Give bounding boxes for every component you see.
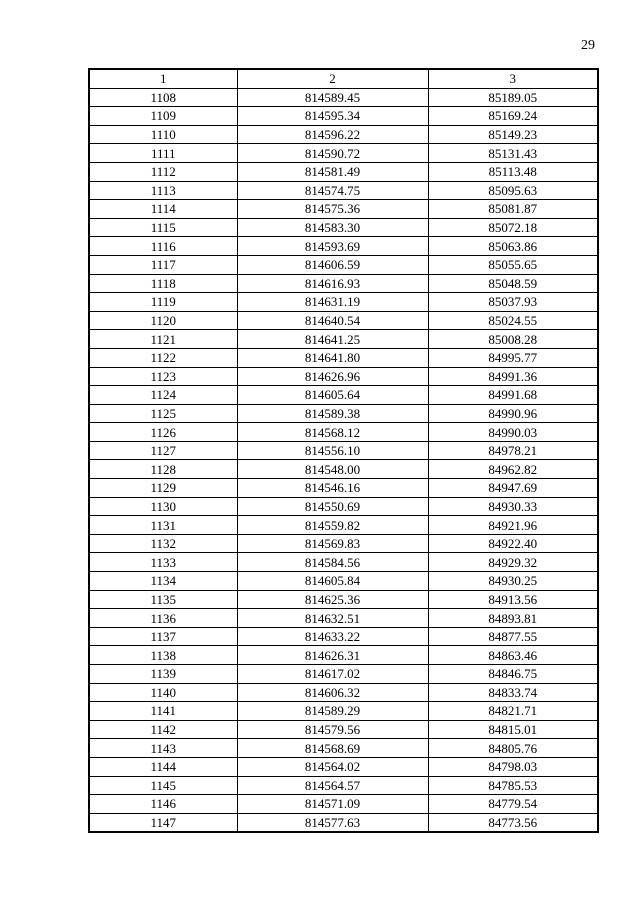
table-cell: 84962.82 — [428, 460, 598, 479]
table-cell: 814556.10 — [237, 441, 428, 460]
table-cell: 1130 — [89, 497, 237, 516]
table-cell: 1124 — [89, 386, 237, 405]
table-cell: 85037.93 — [428, 293, 598, 312]
table-row — [89, 646, 598, 665]
table-cell: 814564.02 — [237, 757, 428, 776]
table-cell: 814633.22 — [237, 627, 428, 646]
table-cell: 814596.22 — [237, 125, 428, 144]
table-cell: 1109 — [89, 107, 237, 126]
table-cell: 814568.12 — [237, 423, 428, 442]
table-cell: 1125 — [89, 404, 237, 423]
table-cell: 1138 — [89, 646, 237, 665]
table-row — [89, 181, 598, 200]
table-cell: 84893.81 — [428, 609, 598, 628]
table-cell: 814593.69 — [237, 237, 428, 256]
table-cell: 1127 — [89, 441, 237, 460]
table-cell: 814617.02 — [237, 665, 428, 684]
table-cell: 84929.32 — [428, 553, 598, 572]
table-cell: 84846.75 — [428, 665, 598, 684]
table-cell: 814595.34 — [237, 107, 428, 126]
table-cell: 84978.21 — [428, 441, 598, 460]
page-number: 29 — [581, 38, 595, 53]
table-cell: 84913.56 — [428, 590, 598, 609]
table-cell: 814590.72 — [237, 144, 428, 163]
table-cell: 1132 — [89, 534, 237, 553]
table-row — [89, 218, 598, 237]
table-row — [89, 330, 598, 349]
table-cell: 814577.63 — [237, 813, 428, 832]
table-cell: 85024.55 — [428, 311, 598, 330]
table-cell: 814575.36 — [237, 200, 428, 219]
table-cell: 84798.03 — [428, 757, 598, 776]
table-cell: 1143 — [89, 739, 237, 758]
table-row — [89, 237, 598, 256]
table-cell: 1144 — [89, 757, 237, 776]
table-cell: 1121 — [89, 330, 237, 349]
table-cell: 814569.83 — [237, 534, 428, 553]
table-row — [89, 88, 598, 107]
table-cell: 85048.59 — [428, 274, 598, 293]
table-cell: 84877.55 — [428, 627, 598, 646]
table-cell: 1116 — [89, 237, 237, 256]
table-cell: 1136 — [89, 609, 237, 628]
table-row — [89, 479, 598, 498]
table-cell: 85189.05 — [428, 88, 598, 107]
table-cell: 814632.51 — [237, 609, 428, 628]
table-cell: 1113 — [89, 181, 237, 200]
table-cell: 814626.96 — [237, 367, 428, 386]
table-cell: 84773.56 — [428, 813, 598, 832]
table-cell: 85095.63 — [428, 181, 598, 200]
table-cell: 1145 — [89, 776, 237, 795]
table-cell: 814579.56 — [237, 720, 428, 739]
table-cell: 814626.31 — [237, 646, 428, 665]
table-row — [89, 627, 598, 646]
table-row — [89, 720, 598, 739]
table-cell: 814606.32 — [237, 683, 428, 702]
table-cell: 814548.00 — [237, 460, 428, 479]
table-cell: 814589.38 — [237, 404, 428, 423]
table-row — [89, 460, 598, 479]
table-cell: 84947.69 — [428, 479, 598, 498]
table-cell: 1139 — [89, 665, 237, 684]
table-row — [89, 572, 598, 591]
table-cell: 85063.86 — [428, 237, 598, 256]
table-row — [89, 386, 598, 405]
table-cell: 814640.54 — [237, 311, 428, 330]
table-cell: 814616.93 — [237, 274, 428, 293]
table-cell: 84991.68 — [428, 386, 598, 405]
table-row — [89, 107, 598, 126]
table-cell: 85131.43 — [428, 144, 598, 163]
table-cell: 1133 — [89, 553, 237, 572]
table-cell: 1146 — [89, 795, 237, 814]
table-cell: 1142 — [89, 720, 237, 739]
table-row — [89, 757, 598, 776]
table-cell: 814605.64 — [237, 386, 428, 405]
table-cell: 1129 — [89, 479, 237, 498]
table-cell: 1135 — [89, 590, 237, 609]
table-row — [89, 590, 598, 609]
table-cell: 1119 — [89, 293, 237, 312]
table-cell: 1118 — [89, 274, 237, 293]
column-header: 1 — [89, 69, 237, 88]
table-cell: 84995.77 — [428, 348, 598, 367]
table-header-row — [89, 69, 598, 88]
table-cell: 1108 — [89, 88, 237, 107]
table-cell: 1123 — [89, 367, 237, 386]
table-row — [89, 702, 598, 721]
table-cell: 814583.30 — [237, 218, 428, 237]
table-cell: 85169.24 — [428, 107, 598, 126]
table-cell: 85008.28 — [428, 330, 598, 349]
table-row — [89, 274, 598, 293]
table-cell: 814605.84 — [237, 572, 428, 591]
table-cell: 1147 — [89, 813, 237, 832]
table-cell: 1120 — [89, 311, 237, 330]
table-cell: 814589.29 — [237, 702, 428, 721]
table-cell: 1111 — [89, 144, 237, 163]
table-cell: 1112 — [89, 162, 237, 181]
table-row — [89, 423, 598, 442]
table-cell: 85113.48 — [428, 162, 598, 181]
table-cell: 814641.80 — [237, 348, 428, 367]
table-row — [89, 367, 598, 386]
table-cell: 814546.16 — [237, 479, 428, 498]
table-cell: 814574.75 — [237, 181, 428, 200]
table-cell: 1122 — [89, 348, 237, 367]
table-cell: 84821.71 — [428, 702, 598, 721]
table-row — [89, 739, 598, 758]
table-cell: 1131 — [89, 516, 237, 535]
table-cell: 814568.69 — [237, 739, 428, 758]
table-row — [89, 311, 598, 330]
table-row — [89, 404, 598, 423]
table-cell: 1134 — [89, 572, 237, 591]
table-cell: 85149.23 — [428, 125, 598, 144]
table-row — [89, 516, 598, 535]
table-cell: 1126 — [89, 423, 237, 442]
table-body — [89, 88, 598, 832]
table-row — [89, 144, 598, 163]
table-cell: 84833.74 — [428, 683, 598, 702]
table-cell: 1141 — [89, 702, 237, 721]
table-row — [89, 293, 598, 312]
table-row — [89, 441, 598, 460]
coordinates-table — [88, 68, 599, 833]
table-cell: 814564.57 — [237, 776, 428, 795]
table-cell: 85072.18 — [428, 218, 598, 237]
table-row — [89, 553, 598, 572]
table-row — [89, 200, 598, 219]
table-cell: 1114 — [89, 200, 237, 219]
table-cell: 814631.19 — [237, 293, 428, 312]
column-header: 2 — [237, 69, 428, 88]
table-cell: 814581.49 — [237, 162, 428, 181]
table-cell: 84815.01 — [428, 720, 598, 739]
table-cell: 84779.54 — [428, 795, 598, 814]
table-cell: 84805.76 — [428, 739, 598, 758]
table-cell: 84990.96 — [428, 404, 598, 423]
table-cell: 814584.56 — [237, 553, 428, 572]
table-cell: 1140 — [89, 683, 237, 702]
table-cell: 84991.36 — [428, 367, 598, 386]
table-cell: 85081.87 — [428, 200, 598, 219]
table-row — [89, 683, 598, 702]
column-header: 3 — [428, 69, 598, 88]
table-row — [89, 813, 598, 832]
table-cell: 1117 — [89, 255, 237, 274]
table-cell: 84930.33 — [428, 497, 598, 516]
table-cell: 1110 — [89, 125, 237, 144]
table-cell: 1115 — [89, 218, 237, 237]
table-row — [89, 534, 598, 553]
table-cell: 814625.36 — [237, 590, 428, 609]
table-row — [89, 609, 598, 628]
table-row — [89, 348, 598, 367]
table-row — [89, 665, 598, 684]
table-cell: 84930.25 — [428, 572, 598, 591]
table-cell: 814559.82 — [237, 516, 428, 535]
table-row — [89, 162, 598, 181]
table-row — [89, 125, 598, 144]
table-cell: 814550.69 — [237, 497, 428, 516]
table-cell: 1128 — [89, 460, 237, 479]
table-cell: 84863.46 — [428, 646, 598, 665]
table-row — [89, 497, 598, 516]
table-cell: 814571.09 — [237, 795, 428, 814]
table-cell: 84922.40 — [428, 534, 598, 553]
table-row — [89, 776, 598, 795]
table-cell: 1137 — [89, 627, 237, 646]
table-row — [89, 255, 598, 274]
table-cell: 814589.45 — [237, 88, 428, 107]
table-row — [89, 795, 598, 814]
table-cell: 84785.53 — [428, 776, 598, 795]
table-cell: 85055.65 — [428, 255, 598, 274]
table-cell: 84990.03 — [428, 423, 598, 442]
table-cell: 84921.96 — [428, 516, 598, 535]
table-cell: 814641.25 — [237, 330, 428, 349]
table-cell: 814606.59 — [237, 255, 428, 274]
